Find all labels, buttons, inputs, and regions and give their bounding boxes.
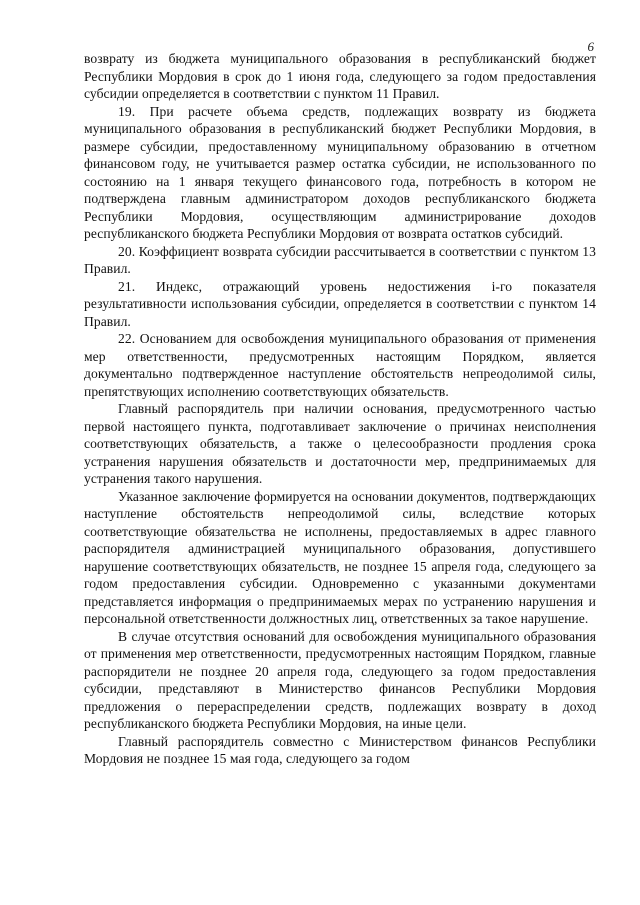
paragraph-item-22: 22. Основанием для освобождения муниципального образования от применения мер ответственности, предусмотренных настоящим Порядком, является документально подтвержденное наступление обстоятельств непреодолимой силы, препятствующих исполнению соответствующих обязательств.: [84, 331, 596, 399]
document-body: [84, 50, 596, 768]
paragraph-conclusion-preparation: Главный распорядитель при наличии основания, предусмотренного частью первой настоящего пункта, подготавливает заключение о причинах неисполнения соответствующих обязательств, а также о целесообразности продления срока устранения нарушения обязательств и достаточности мер, предпринимаемых для устранения такого нарушения.: [84, 401, 596, 486]
paragraph-item-20: 20. Коэффициент возврата субсидии рассчитывается в соответствии с пунктом 13 Правил.: [84, 243, 596, 276]
paragraph-item-19: 19. При расчете объема средств, подлежащих возврату из бюджета муниципального образования в республиканский бюджет Республики Мордовия, в размере субсидии, предоставленному муниципальному образованию в отчетном финансовом году, не учитывается размер остатка субсидии, не использованного по состоянию на 1 января текущего финансового года, потребность в котором не подтверждена главным администратором доходов республиканского бюджета Республики Мордовия, осуществляющим администрирование доходов республиканского бюджета Республики Мордовия от возврата остатков субсидий.: [84, 103, 596, 241]
page-number: 6: [587, 39, 594, 54]
paragraph-joint-action: Главный распорядитель совместно с Министерством финансов Республики Мордовия не позднее 15 мая года, следующего за годом: [84, 733, 596, 766]
paragraph-no-grounds: В случае отсутствия оснований для освобождения муниципального образования от применения мер ответственности, предусмотренных настоящим Порядком, главные распорядители не позднее 20 апреля года, следующего за годом предоставления субсидии, представляют в Министерство финансов Республики Мордовия предложения о перераспределении средств, подлежащих возврату в доход республиканского бюджета Республики Мордовия, на иные цели.: [84, 628, 596, 731]
paragraph-continuation: возврату из бюджета муниципального образования в республиканский бюджет Республики Мордовия в срок до 1 июня года, следующего за годом предоставления субсидии определяется в соответствии с пунктом 11 Правил.: [84, 51, 596, 101]
paragraph-item-21: 21. Индекс, отражающий уровень недостижения i-го показателя результативности использования субсидии, определяется в соответствии с пунктом 14 Правил.: [84, 278, 596, 329]
paragraph-conclusion-basis: Указанное заключение формируется на основании документов, подтверждающих наступление обстоятельств непреодолимой силы, вследствие которых соответствующие обязательства не исполнены, предоставляемых в адрес главного распорядителя администрацией муниципального образования, допустившего нарушение соответствующих обязательств, не позднее 15 апреля года, следующего за годом предоставления субсидии. Одновременно с указанными документами представляется информация о предпринимаемых мерах по устранению нарушения и персональной ответственности должностных лиц, ответственных за такое нарушение.: [84, 488, 596, 626]
